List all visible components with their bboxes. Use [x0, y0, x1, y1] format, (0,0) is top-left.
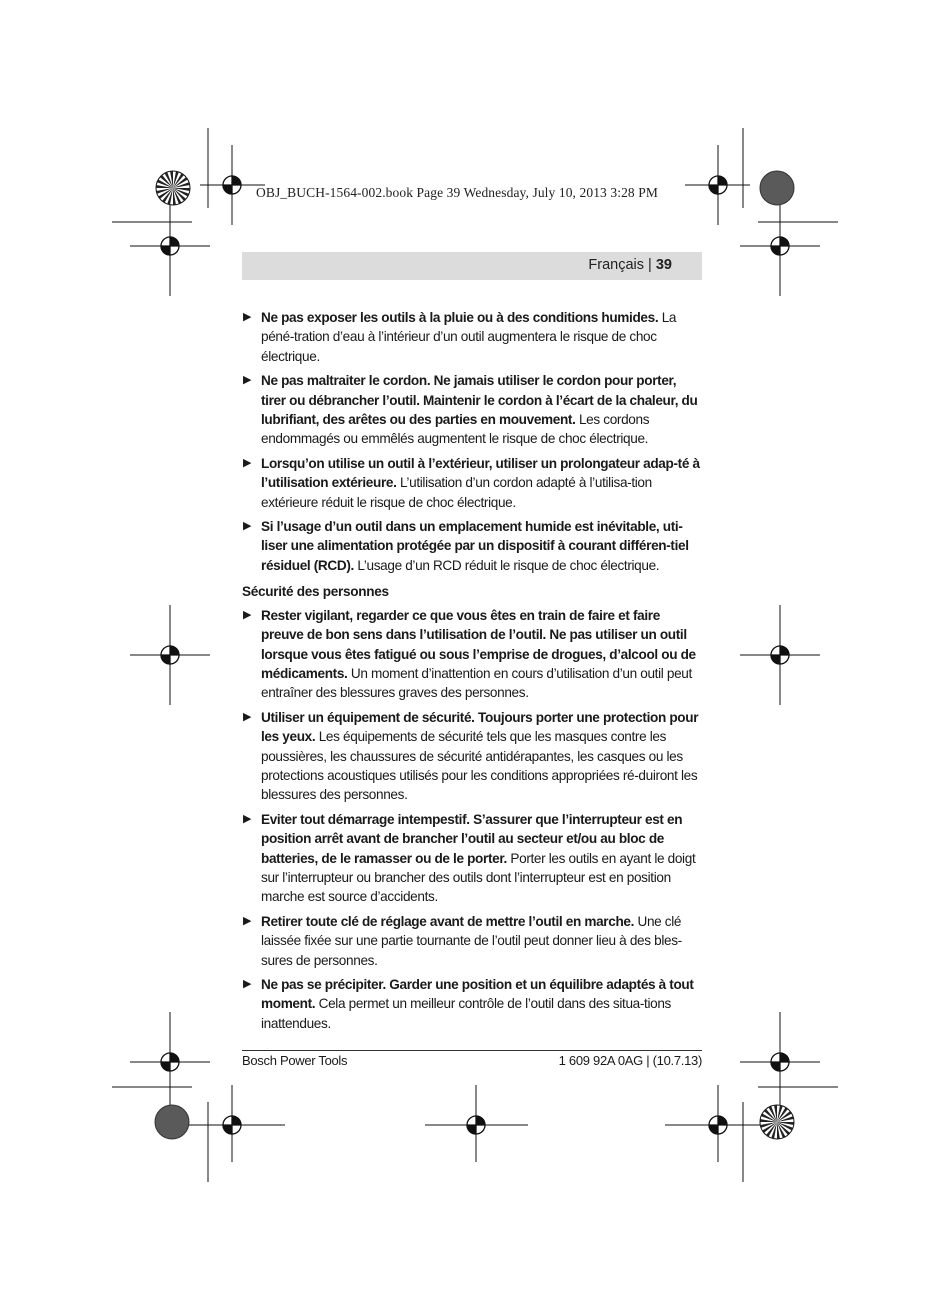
main-content [242, 308, 704, 1038]
item-text: Une clé laissée fixée sur une partie tournante de l’outil peut donner lieu à des bles-sures de personnes. [261, 913, 682, 968]
list-item [242, 912, 704, 970]
item-bold: Utiliser un équipement de sécurité. Toujours porter une protection pour les yeux. [261, 709, 699, 745]
item-text: Les cordons endommagés ou emmêlés augmentent le risque de choc électrique. [261, 412, 650, 447]
print-slug: OBJ_BUCH-1564-002.book Page 39 Wednesday, July 10, 2013 3:28 PM [256, 185, 658, 200]
item-bold: Retirer toute clé de réglage avant de mettre l’outil en marche. [261, 913, 635, 929]
item-bold: Ne pas exposer les outils à la pluie ou à des conditions humides. [261, 310, 659, 325]
list-item [242, 708, 704, 805]
list-item [242, 517, 704, 575]
item-text: L’utilisation d’un cordon adapté à l’utilisa-tion extérieure réduit le risque de choc électrique. [261, 475, 652, 510]
bullet-triangle-icon: ▶ [243, 456, 252, 469]
item-bold: Eviter tout démarrage intempestif. S’assurer que l’interrupteur est en position arrêt avant de brancher l’outil au secteur et/ou au bloc de batteries, de le ramasser ou de le porter. [261, 811, 683, 866]
bullet-triangle-icon: ▶ [243, 520, 252, 533]
bullet-triangle-icon: ▶ [243, 608, 252, 621]
list-item [242, 810, 704, 907]
item-text: L’usage d’un RCD réduit le risque de choc électrique. [353, 557, 660, 573]
header-language: Français [588, 257, 645, 273]
bullet-triangle-icon: ▶ [243, 812, 252, 825]
item-bold: Lorsqu’on utilise un outil à l’extérieur, utiliser un prolongateur adap-té à l’utilisation extérieure. [261, 455, 700, 491]
page-header [242, 252, 702, 280]
bullet-triangle-icon: ▶ [243, 311, 252, 323]
item-bold: Rester vigilant, regarder ce que vous êtes en train de faire et faire preuve de bon sens dans l’utilisation de l’outil. Ne pas utiliser un outil lorsque vous êtes fatigué ou sous l’emprise de drogues, d’alcool ou de médicaments. [261, 607, 696, 681]
item-text: Porter les outils en ayant le doigt sur l’interrupteur ou brancher des outils dont l’interrupteur est en position marche est source d’accidents. [261, 850, 696, 905]
list-item [242, 975, 704, 1033]
list-bottom [242, 606, 704, 1034]
item-text: Les équipements de sécurité tels que les masques contre les poussières, les chaussures de sécurité antidérapantes, les casques ou les protections acoustiques utilisés pour les conditions appropriées ré-duiront les blessures des personnes. [261, 729, 698, 803]
list-item [242, 606, 704, 703]
list-top [242, 308, 704, 575]
item-bold: Si l’usage d’un outil dans un emplacement humide est inévitable, uti-liser une alimentation protégée par un dispositif à courant différen-tiel résiduel (RCD). [261, 519, 689, 573]
item-text: Cela permet un meilleur contrôle de l’outil dans des situa-tions inattendues. [261, 996, 672, 1031]
footer-divider [242, 1050, 702, 1051]
section-title: Sécurité des personnes [242, 584, 389, 600]
header-separator: | [648, 257, 652, 273]
footer-brand: Bosch Power Tools [242, 1053, 348, 1068]
page-number: 39 [655, 257, 672, 273]
list-item [242, 371, 704, 449]
footer-code: 1 609 92A 0AG | (10.7.13) [558, 1053, 702, 1068]
item-bold: Ne pas maltraiter le cordon. Ne jamais utiliser le cordon pour porter, tirer ou débrancher l’outil. Maintenir le cordon à l’écart de la chaleur, du lubrifiant, des arêtes ou des parties en mouvement. [261, 373, 698, 428]
list-item [242, 308, 704, 366]
item-text: La péné-tration d’eau à l’intérieur d’un outil augmentera le risque de choc électrique. [261, 310, 677, 364]
bullet-triangle-icon: ▶ [243, 710, 252, 723]
list-item [242, 454, 704, 512]
item-bold: Ne pas se précipiter. Garder une position et un équilibre adaptés à tout moment. [261, 977, 694, 1012]
bullet-triangle-icon: ▶ [243, 914, 252, 927]
bullet-triangle-icon: ▶ [243, 978, 252, 990]
item-text: Un moment d’inattention en cours d’utilisation d’un outil peut entraîner des blessures graves des personnes. [261, 665, 692, 701]
header-text [588, 257, 672, 273]
bullet-triangle-icon: ▶ [243, 374, 252, 387]
